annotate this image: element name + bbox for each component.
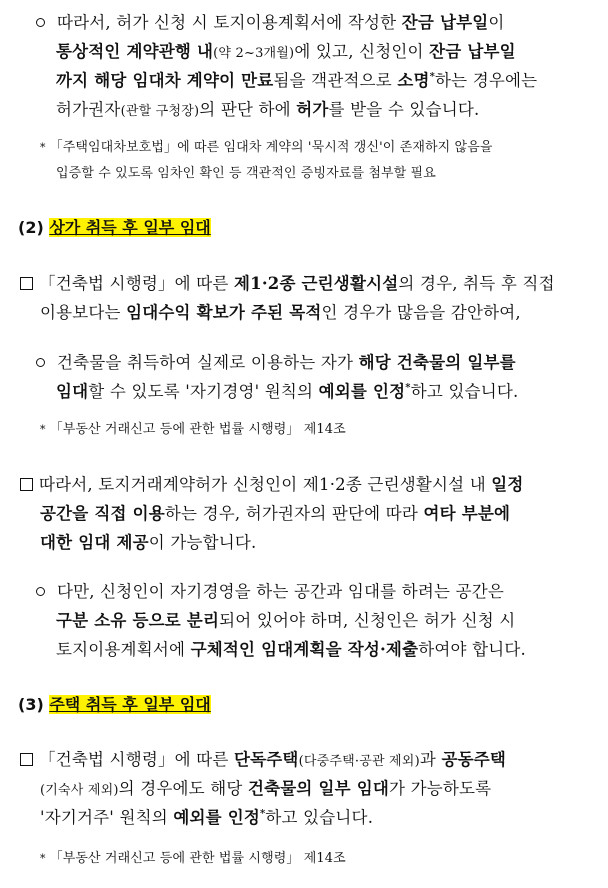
paragraph-line: 구분 소유 등으로 분리되어 있어야 하며, 신청인은 허가 신청 시: [56, 611, 516, 630]
paragraph-line: 「건축법 시행령」에 따른 제1·2종 근린생활시설의 경우, 취득 후 직접: [20, 270, 555, 294]
paragraph-line: 따라서, 허가 신청 시 토지이용계획서에 작성한 잔금 납부일이: [36, 9, 505, 33]
section-heading: (2) 상가 취득 후 일부 임대: [18, 218, 211, 237]
paragraph-line: 이용보다는 임대수익 확보가 주된 목적인 경우가 많음을 감안하여,: [40, 303, 521, 322]
paragraph-line: '자기거주' 원칙의 예외를 인정*하고 있습니다.: [40, 808, 374, 827]
footnote: 입증할 수 있도록 임차인 확인 등 객관적인 증빙자료를 첨부할 필요: [56, 166, 436, 181]
paragraph-line: 건축물을 취득하여 실제로 이용하는 자가 해당 건축물의 일부를: [36, 349, 516, 373]
paragraph-line: 대한 임대 제공이 가능합니다.: [40, 533, 257, 552]
footnote: * 「부동산 거래신고 등에 관한 법률 시행령」 제14조: [40, 851, 346, 866]
paragraph-line: (기숙사 제외)의 경우에도 해당 건축물의 일부 임대가 가능하도록: [40, 779, 492, 798]
paragraph-line: 따라서, 토지거래계약허가 신청인이 제1·2종 근린생활시설 내 일정: [20, 471, 524, 495]
square-bullet-icon: [20, 478, 33, 491]
circle-bullet-icon: [36, 18, 45, 27]
footnote: * 「주택임대차보호법」에 따른 임대차 계약의 '묵시적 갱신'이 존재하지 않음을: [40, 140, 493, 155]
paragraph-line: 다만, 신청인이 자기경영을 하는 공간과 임대를 하려는 공간은: [36, 578, 504, 602]
section-title: 상가 취득 후 일부 임대: [49, 218, 211, 237]
square-bullet-icon: [20, 753, 33, 766]
paragraph-line: 통상적인 계약관행 내(약 2~3개월)에 있고, 신청인이 잔금 납부일: [56, 42, 516, 61]
paragraph-line: 임대할 수 있도록 '자기경영' 원칙의 예외를 인정*하고 있습니다.: [56, 382, 519, 401]
square-bullet-icon: [20, 277, 33, 290]
section-heading: (3) 주택 취득 후 일부 임대: [18, 695, 211, 714]
footnote: * 「부동산 거래신고 등에 관한 법률 시행령」 제14조: [40, 422, 346, 437]
paragraph-line: 까지 해당 임대차 계약이 만료됨을 객관적으로 소명*하는 경우에는: [56, 71, 538, 90]
circle-bullet-icon: [36, 358, 45, 367]
circle-bullet-icon: [36, 587, 45, 596]
paragraph-line: 「건축법 시행령」에 따른 단독주택(다중주택·공관 제외)과 공동주택: [20, 746, 506, 770]
paragraph-line: 토지이용계획서에 구체적인 임대계획을 작성·제출하여야 합니다.: [56, 640, 526, 659]
paragraph-line: 공간을 직접 이용하는 경우, 허가권자의 판단에 따라 여타 부분에: [40, 504, 511, 523]
section-title: 주택 취득 후 일부 임대: [49, 695, 211, 714]
paragraph-line: 허가권자(관할 구청장)의 판단 하에 허가를 받을 수 있습니다.: [56, 100, 480, 119]
